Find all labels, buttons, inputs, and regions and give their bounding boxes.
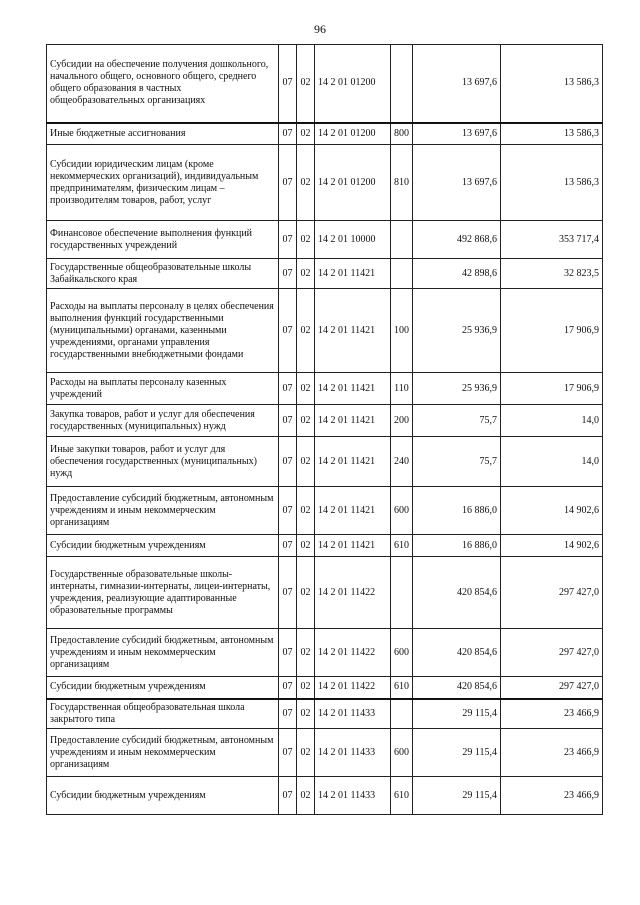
amount-year-2: 17 906,9 (501, 373, 603, 405)
target-article-code: 14 2 01 11421 (315, 437, 391, 487)
amount-year-1: 16 886,0 (413, 487, 501, 535)
amount-year-1: 75,7 (413, 405, 501, 437)
row-name: Субсидии бюджетным учреждениям (47, 777, 279, 815)
amount-year-1: 420 854,6 (413, 629, 501, 677)
table-row (47, 45, 603, 123)
expense-type-code: 100 (391, 289, 413, 373)
section-code: 07 (279, 259, 297, 289)
subsection-code: 02 (297, 145, 315, 221)
target-article-code: 14 2 01 11433 (315, 699, 391, 729)
expense-type-code: 810 (391, 145, 413, 221)
table-row (47, 487, 603, 535)
section-code: 07 (279, 145, 297, 221)
budget-table (46, 44, 603, 815)
row-name: Субсидии бюджетным учреждениям (47, 535, 279, 557)
table-row (47, 123, 603, 145)
expense-type-code: 600 (391, 487, 413, 535)
section-code: 07 (279, 123, 297, 145)
amount-year-2: 13 586,3 (501, 45, 603, 123)
expense-type-code: 610 (391, 777, 413, 815)
expense-type-code (391, 259, 413, 289)
subsection-code: 02 (297, 437, 315, 487)
table-body (47, 45, 603, 815)
section-code: 07 (279, 535, 297, 557)
amount-year-2: 23 466,9 (501, 729, 603, 777)
expense-type-code: 600 (391, 729, 413, 777)
amount-year-2: 32 823,5 (501, 259, 603, 289)
section-code: 07 (279, 289, 297, 373)
amount-year-1: 29 115,4 (413, 777, 501, 815)
row-name: Государственные образовательные школы-интернаты, гимназии-интернаты, лицеи-интернаты, учреждения, реализующие адаптированные образовательные программы (47, 557, 279, 629)
table-row (47, 259, 603, 289)
target-article-code: 14 2 01 11433 (315, 729, 391, 777)
target-article-code: 14 2 01 11433 (315, 777, 391, 815)
subsection-code: 02 (297, 45, 315, 123)
subsection-code: 02 (297, 557, 315, 629)
row-name: Предоставление субсидий бюджетным, автономным учреждениям и иным некоммерческим организациям (47, 487, 279, 535)
amount-year-1: 16 886,0 (413, 535, 501, 557)
amount-year-1: 25 936,9 (413, 373, 501, 405)
subsection-code: 02 (297, 123, 315, 145)
amount-year-1: 13 697,6 (413, 145, 501, 221)
amount-year-1: 420 854,6 (413, 677, 501, 699)
page-number: 96 (314, 22, 326, 36)
table-row (47, 145, 603, 221)
section-code: 07 (279, 557, 297, 629)
expense-type-code: 110 (391, 373, 413, 405)
amount-year-2: 14 902,6 (501, 535, 603, 557)
section-code: 07 (279, 487, 297, 535)
expense-type-code: 610 (391, 677, 413, 699)
row-name: Предоставление субсидий бюджетным, автономным учреждениям и иным некоммерческим организациям (47, 629, 279, 677)
row-name: Государственные общеобразовательные школы Забайкальского края (47, 259, 279, 289)
row-name: Иные бюджетные ассигнования (47, 123, 279, 145)
expense-type-code (391, 45, 413, 123)
target-article-code: 14 2 01 11421 (315, 535, 391, 557)
expense-type-code (391, 557, 413, 629)
table-row (47, 629, 603, 677)
section-code: 07 (279, 45, 297, 123)
table-row (47, 405, 603, 437)
subsection-code: 02 (297, 289, 315, 373)
expense-type-code (391, 221, 413, 259)
amount-year-2: 297 427,0 (501, 629, 603, 677)
amount-year-1: 29 115,4 (413, 699, 501, 729)
amount-year-2: 17 906,9 (501, 289, 603, 373)
expense-type-code (391, 699, 413, 729)
amount-year-2: 297 427,0 (501, 677, 603, 699)
table-row (47, 677, 603, 699)
row-name: Расходы на выплаты персоналу казенных учреждений (47, 373, 279, 405)
table-row (47, 373, 603, 405)
row-name: Субсидии бюджетным учреждениям (47, 677, 279, 699)
target-article-code: 14 2 01 01200 (315, 145, 391, 221)
subsection-code: 02 (297, 487, 315, 535)
row-name: Субсидии юридическим лицам (кроме некоммерческих организаций), индивидуальным предпринимателям, физическим лицам – производителям товаров, работ, услуг (47, 145, 279, 221)
section-code: 07 (279, 729, 297, 777)
table-row (47, 535, 603, 557)
subsection-code: 02 (297, 729, 315, 777)
amount-year-2: 297 427,0 (501, 557, 603, 629)
amount-year-2: 23 466,9 (501, 699, 603, 729)
row-name: Субсидии на обеспечение получения дошкольного, начального общего, основного общего, среднего общего образования в частных общеобразовательных организациях (47, 45, 279, 123)
amount-year-2: 23 466,9 (501, 777, 603, 815)
amount-year-1: 492 868,6 (413, 221, 501, 259)
expense-type-code: 200 (391, 405, 413, 437)
amount-year-1: 13 697,6 (413, 123, 501, 145)
target-article-code: 14 2 01 11421 (315, 405, 391, 437)
table-row (47, 557, 603, 629)
table-row (47, 699, 603, 729)
row-name: Закупка товаров, работ и услуг для обеспечения государственных (муниципальных) нужд (47, 405, 279, 437)
amount-year-2: 13 586,3 (501, 123, 603, 145)
section-code: 07 (279, 677, 297, 699)
target-article-code: 14 2 01 10000 (315, 221, 391, 259)
section-code: 07 (279, 629, 297, 677)
amount-year-1: 42 898,6 (413, 259, 501, 289)
amount-year-1: 13 697,6 (413, 45, 501, 123)
section-code: 07 (279, 699, 297, 729)
subsection-code: 02 (297, 629, 315, 677)
amount-year-2: 353 717,4 (501, 221, 603, 259)
subsection-code: 02 (297, 405, 315, 437)
amount-year-2: 13 586,3 (501, 145, 603, 221)
table-row (47, 437, 603, 487)
subsection-code: 02 (297, 777, 315, 815)
subsection-code: 02 (297, 677, 315, 699)
row-name: Государственная общеобразовательная школа закрытого типа (47, 699, 279, 729)
subsection-code: 02 (297, 221, 315, 259)
table-row (47, 289, 603, 373)
expense-type-code: 610 (391, 535, 413, 557)
row-name: Расходы на выплаты персоналу в целях обеспечения выполнения функций государственными (муниципальными) органами, казенными учреждениями, органами управления государственными внебюджетными фондами (47, 289, 279, 373)
amount-year-1: 29 115,4 (413, 729, 501, 777)
subsection-code: 02 (297, 259, 315, 289)
section-code: 07 (279, 373, 297, 405)
subsection-code: 02 (297, 373, 315, 405)
expense-type-code: 240 (391, 437, 413, 487)
target-article-code: 14 2 01 11421 (315, 373, 391, 405)
expense-type-code: 600 (391, 629, 413, 677)
target-article-code: 14 2 01 11421 (315, 487, 391, 535)
section-code: 07 (279, 405, 297, 437)
row-name: Финансовое обеспечение выполнения функций государственных учреждений (47, 221, 279, 259)
row-name: Иные закупки товаров, работ и услуг для обеспечения государственных (муниципальных) нужд (47, 437, 279, 487)
subsection-code: 02 (297, 535, 315, 557)
expense-type-code: 800 (391, 123, 413, 145)
target-article-code: 14 2 01 11421 (315, 259, 391, 289)
target-article-code: 14 2 01 01200 (315, 123, 391, 145)
amount-year-2: 14,0 (501, 437, 603, 487)
target-article-code: 14 2 01 01200 (315, 45, 391, 123)
section-code: 07 (279, 221, 297, 259)
subsection-code: 02 (297, 699, 315, 729)
amount-year-1: 75,7 (413, 437, 501, 487)
amount-year-1: 420 854,6 (413, 557, 501, 629)
amount-year-2: 14,0 (501, 405, 603, 437)
section-code: 07 (279, 777, 297, 815)
amount-year-1: 25 936,9 (413, 289, 501, 373)
target-article-code: 14 2 01 11422 (315, 677, 391, 699)
row-name: Предоставление субсидий бюджетным, автономным учреждениям и иным некоммерческим организациям (47, 729, 279, 777)
section-code: 07 (279, 437, 297, 487)
target-article-code: 14 2 01 11421 (315, 289, 391, 373)
table-row (47, 729, 603, 777)
target-article-code: 14 2 01 11422 (315, 629, 391, 677)
table-row (47, 777, 603, 815)
amount-year-2: 14 902,6 (501, 487, 603, 535)
target-article-code: 14 2 01 11422 (315, 557, 391, 629)
table-row (47, 221, 603, 259)
